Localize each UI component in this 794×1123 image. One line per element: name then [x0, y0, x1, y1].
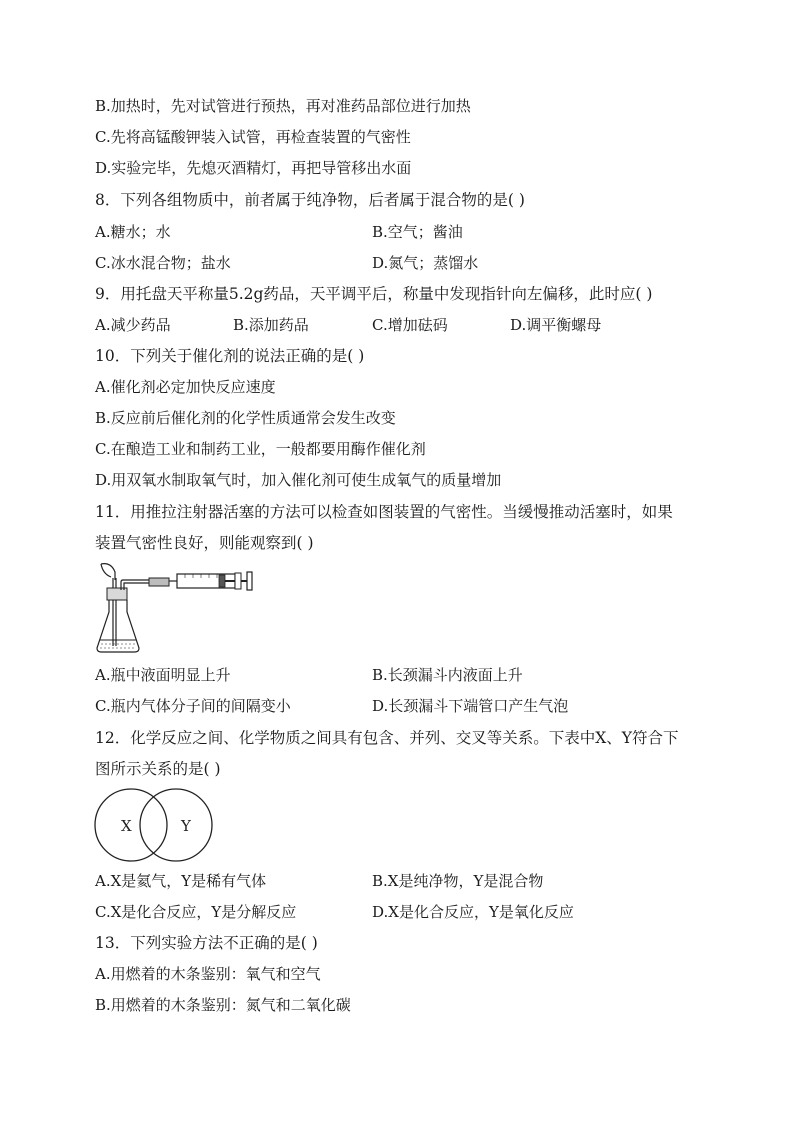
apparatus-diagram [93, 560, 263, 660]
q8-option-d: D.氮气；蒸馏水 [372, 254, 479, 272]
q10-option-b: B.反应前后催化剂的化学性质通常会发生改变 [95, 409, 396, 427]
q9-option-b: B.添加药品 [233, 316, 309, 334]
q11-option-c: C.瓶内气体分子间的间隔变小 [95, 697, 291, 715]
q7-option-c: C.先将高锰酸钾装入试管，再检查装置的气密性 [95, 128, 411, 146]
q11-option-a: A.瓶中液面明显上升 [95, 666, 231, 684]
q8-option-c: C.冰水混合物；盐水 [95, 254, 231, 272]
q8-option-a: A.糖水；水 [95, 223, 171, 241]
q10-option-a: A.催化剂必定加快反应速度 [95, 378, 276, 396]
q8-option-b: B.空气；酱油 [372, 223, 463, 241]
q10-option-d: D.用双氧水制取氧气时，加入催化剂可使生成氧气的质量增加 [95, 471, 502, 489]
question-13: 13．下列实验方法不正确的是( ) [95, 934, 318, 952]
q9-option-a: A.减少药品 [95, 316, 171, 334]
venn-label-x: X [121, 817, 132, 835]
question-9: 9．用托盘天平称量5.2g药品，天平调平后，称量中发现指针向左偏移，此时应( ) [95, 285, 653, 303]
venn-label-y: Y [181, 817, 191, 835]
q7-option-b: B.加热时，先对试管进行预热，再对准药品部位进行加热 [95, 97, 471, 115]
venn-diagram [94, 785, 216, 865]
q12-option-d: D.X是化合反应，Y是氧化反应 [372, 903, 574, 921]
q13-option-b: B.用燃着的木条鉴别：氮气和二氧化碳 [95, 996, 351, 1014]
q7-option-d: D.实验完毕，先熄灭酒精灯，再把导管移出水面 [95, 159, 412, 177]
question-11-line-2: 装置气密性良好，则能观察到( ) [95, 534, 314, 552]
q10-option-c: C.在酿造工业和制药工业，一般都要用酶作催化剂 [95, 440, 426, 458]
q12-option-c: C.X是化合反应，Y是分解反应 [95, 903, 297, 921]
q9-option-c: C.增加砝码 [372, 316, 448, 334]
q12-option-a: A.X是氦气，Y是稀有气体 [95, 872, 267, 890]
q11-option-d: D.长颈漏斗下端管口产生气泡 [372, 697, 569, 715]
q9-option-d: D.调平衡螺母 [510, 316, 602, 334]
question-8: 8．下列各组物质中，前者属于纯净物，后者属于混合物的是( ) [95, 191, 525, 209]
q12-option-b: B.X是纯净物，Y是混合物 [372, 872, 544, 890]
question-12-line-1: 12．化学反应之间、化学物质之间具有包含、并列、交叉等关系。下表中X、Y符合下 [95, 729, 679, 747]
venn-circle-y [140, 789, 212, 861]
question-11-line-1: 11．用推拉注射器活塞的方法可以检查如图装置的气密性。当缓慢推动活塞时，如果 [95, 503, 673, 521]
q13-option-a: A.用燃着的木条鉴别：氧气和空气 [95, 965, 321, 983]
question-12-line-2: 图所示关系的是( ) [95, 760, 221, 778]
q11-option-b: B.长颈漏斗内液面上升 [372, 666, 523, 684]
question-10: 10．下列关于催化剂的说法正确的是( ) [95, 347, 365, 365]
